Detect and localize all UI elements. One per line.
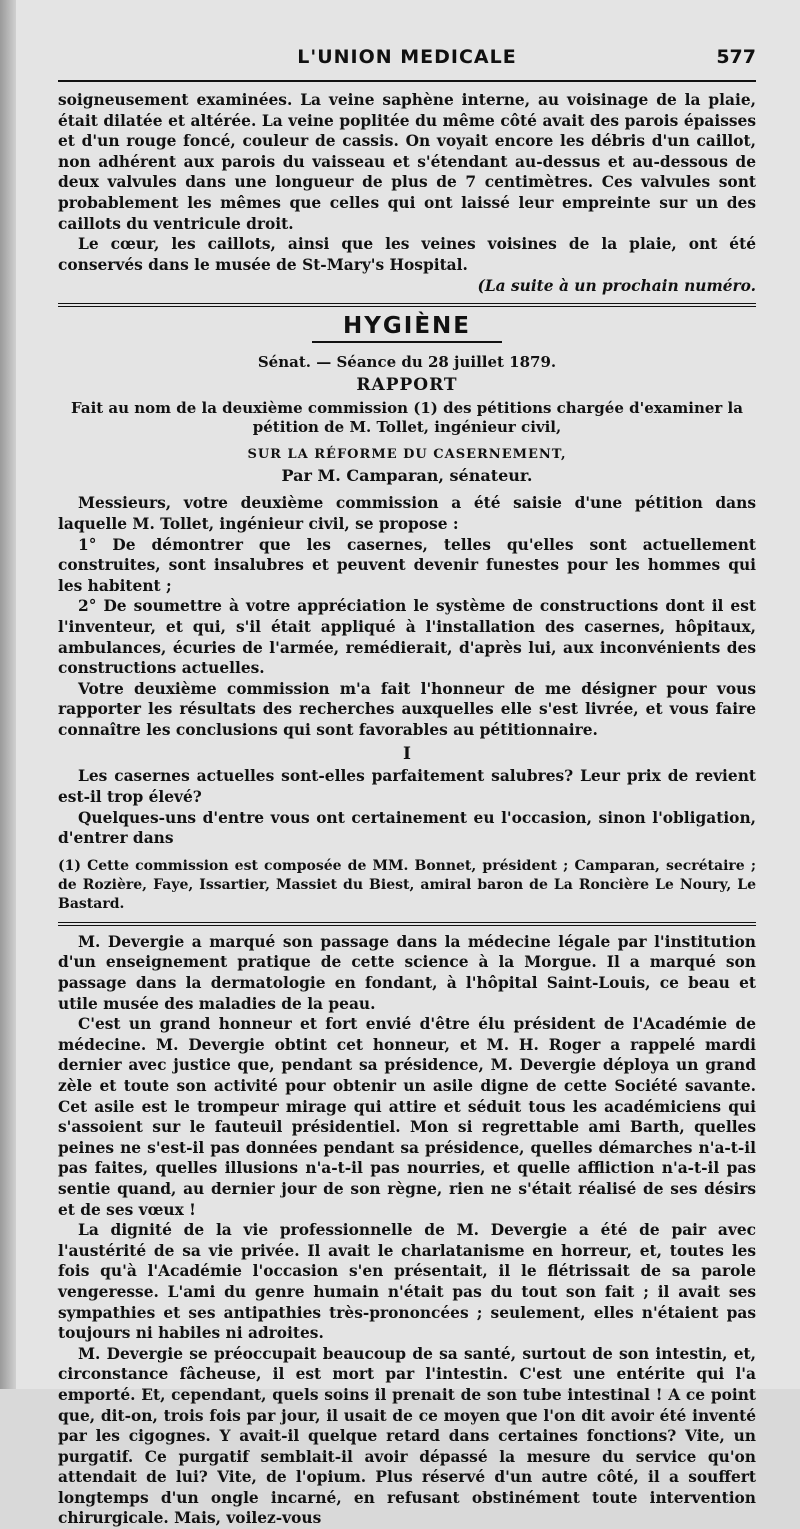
continuation-note: (La suite à un prochain numéro.: [477, 277, 756, 296]
report-paragraph: 2° De soumettre à votre appréciation le système de constructions dont il est l'inventeur, et qui, s'il était appliqué à l'installation des casernes, hôpitaux, ambulances, écuries de l'armée, remédierait, d'après lui, aux inconvénients des constructions actuelles.: [58, 597, 756, 678]
report-paragraph: 1° De démontrer que les casernes, telles qu'elles sont actuellement construites, sont insalubres et peuvent devenir funestes pour les hommes qui les habitent ;: [58, 535, 756, 595]
case-report-paragraph-2: Le cœur, les caillots, ainsi que les veines voisines de la plaie, ont été conservés dans le musée de St-Mary's Hospital.: [58, 235, 756, 274]
section-title: HYGIÈNE: [342, 313, 471, 340]
section-divider: [58, 303, 756, 307]
devergie-paragraph: C'est un grand honneur et fort envié d'être élu président de l'Académie de médecine. M. Devergie obtint cet honneur, et M. H. Roger a rappelé mardi dernier avec justice que, pendant sa présidence, M. Devergie déploya un grand zèle et toute son activité pour obtenir un asile digne de cette Société savante. Cet asile est le trompeur mirage qui attire et séduit tous les académiciens qui s'assoient sur le fauteuil présidentiel. Mon si regrettable ami Barth, quelles peines ne s'est-il pas données pendant sa présidence, quelles démarches n'a-t-il pas faites, quelles illusions n'a-t-il pas nourries, et quelle affliction n'a-t-il pas sentie quand, au dernier jour de son règne, rien ne s'était réalisé de ses désirs et de ses vœux !: [58, 1015, 756, 1219]
devergie-paragraph: La dignité de la vie professionnelle de M. Devergie a été de pair avec l'austérité de sa vie privée. Il avait le charlatanisme en horreur, et, toutes les fois qu'à l'Académie l'occasion s'en présentait, il le flétrissait de sa parole vengeresse. L'ami du genre humain n'était pas du tout son fait ; il avait ses sympathies et ses antipathies très-prononcées ; seulement, elles n'étaient pas toujours ni habiles ni adroites.: [58, 1221, 756, 1343]
header-rule: [58, 80, 756, 82]
page-header: [58, 40, 756, 76]
devergie-paragraph: M. Devergie se préoccupait beaucoup de sa santé, surtout de son intestin, et, circonstance fâcheuse, il est mort par l'intestin. C'est une entérite qui l'a emporté. Et, cependant, quels soins il prenait de son tube intestinal ! A ce point que, dit-on, trois fois par jour, il usait de ce moyen que l'on dit avoir été inventé par les cigognes. Y avait-il quelque retard dans certaines fonctions? Vite, un purgatif. Ce purgatif semblait-il avoir dépassé la mesure du service qu'on attendait de lui? Vite, de l'opium. Plus réservé d'un autre côté, il a souffert longtemps d'un ongle incarné, en refusant obstinément toute intervention chirurgicale. Mais, voilez-vous: [58, 1344, 756, 1528]
case-report-paragraph-1: soigneusement examinées. La veine saphène interne, au voisinage de la plaie, était dilatée et altérée. La veine poplitée du même côté avait des parois épaisses et d'un rouge foncé, couleur de cassis. On voyait encore les débris d'un caillot, non adhérent aux parois du vaisseau et s'étendant au-dessus et au-dessous de deux valvules dans une longueur de plus de 7 centimètres. Ces valvules sont probablement les mêmes que celles qui ont laissé leur empreinte sur un des caillots du ventricule droit.: [58, 91, 756, 233]
section-i-paragraph: Quelques-uns d'entre vous ont certainement eu l'occasion, sinon l'obligation, d'entrer dans: [58, 808, 756, 848]
page-binding-edge: [0, 0, 16, 1389]
reform-subtitle: SUR LA RÉFORME DU CASERNEMENT,: [247, 447, 567, 463]
author-line: Par M. Camparan, sénateur.: [281, 466, 533, 486]
rapport-heading: RAPPORT: [356, 375, 458, 396]
devergie-paragraph: M. Devergie a marqué son passage dans la médecine légale par l'institution d'un enseignement pratique de cette science à la Morgue. Il a marqué son passage dans la dermatologie en fondant, à l'hôpital Saint-Louis, ce beau et utile musée des maladies de la peau.: [58, 932, 756, 1013]
petition-line: Fait au nom de la deuxième commission (1) des pétitions chargée d'examiner la pétition de M. Tollet, ingénieur civil,: [71, 399, 743, 437]
report-paragraph: Messieurs, votre deuxième commission a été saisie d'une pétition dans laquelle M. Tollet, ingénieur civil, se propose :: [58, 494, 756, 533]
footnote: (1) Cette commission est composée de MM. Bonnet, président ; Camparan, secrétaire ; de Rozière, Faye, Issartier, Massiet du Biest, amiral baron de La Roncière Le Noury, Le Bastard.: [58, 857, 756, 912]
hygiene-section: [58, 313, 756, 914]
case-report-section: [58, 90, 756, 295]
senat-session-line: Sénat. — Séance du 28 juillet 1879.: [257, 353, 557, 372]
devergie-section: [58, 932, 756, 1529]
section-numeral: I: [403, 744, 411, 765]
report-paragraph: Votre deuxième commission m'a fait l'honneur de me désigner pour vous rapporter les résultats des recherches auxquelles elle s'est livrée, et vous faire connaître les conclusions qui sont favorables au pétitionnaire.: [58, 679, 756, 739]
feuilleton-divider: [58, 922, 756, 926]
running-title: L'UNION MEDICALE: [297, 46, 517, 68]
title-rule: [312, 341, 502, 343]
page-number: 577: [716, 46, 756, 68]
section-i-paragraph: Les casernes actuelles sont-elles parfaitement salubres? Leur prix de revient est-il trop élevé?: [58, 767, 756, 807]
